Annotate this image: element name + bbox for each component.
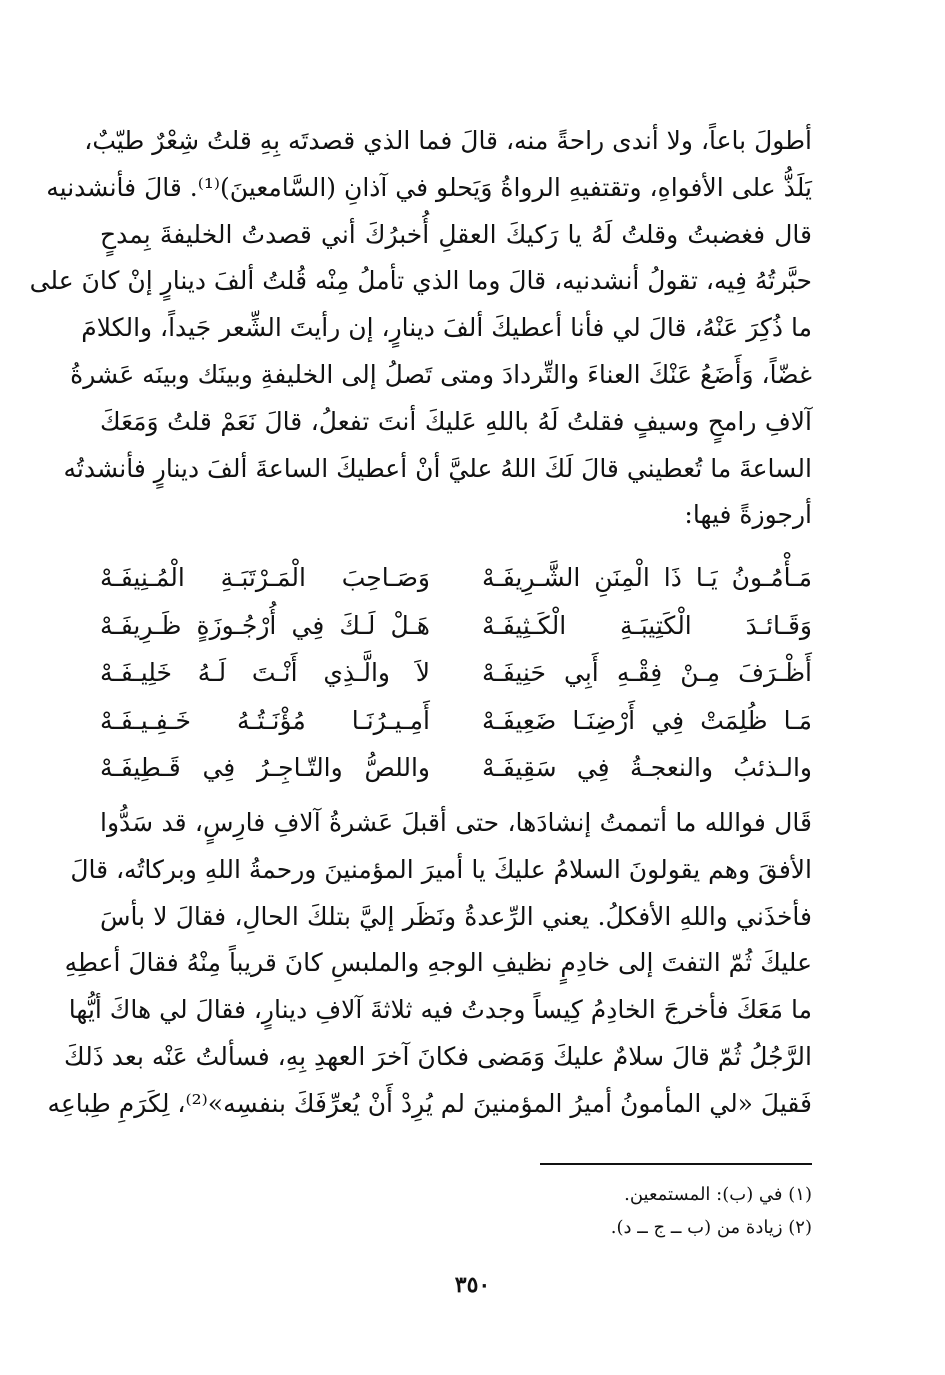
- text-line: فأخذَني واللهِ الأفكلُ. يعني الرِّعدةُ ونَظَر إليَّ بتلكَ الحالِ، فقالَ لا بأسَ: [100, 901, 812, 931]
- text-line: أرجوزةً فيها:: [684, 500, 812, 530]
- verse-first-hemistich: أَظْـرَفَ مِـنْ فِقْـهِ أَبِي حَنِيفَـهْ: [482, 658, 812, 687]
- text-line: أطولَ باعاً، ولا أندى راحةً منه، قالَ فما الذي قصدتَه بِهِ قلتُ شِعْرٌ طيّبٌ،: [84, 126, 812, 155]
- footnotes: [400, 1178, 812, 1244]
- text-line: عليكَ ثُمّ التفتَ إلى خادِمٍ نظيفِ الوجهِ والملبسِ كانَ قريباً مِنْهُ فقالَ أعطِهِ: [64, 948, 812, 978]
- text-line: قَال فوالله ما أتممتُ إنشادَها، حتى أقبلَ عَشرةُ آلافِ فارِسٍ، قد سَدُّوا: [100, 808, 812, 837]
- verse-second-hemistich: أَمِـيـرُنَـا مُؤْنَـتُـهُ خَـفِـيـفَـهْ: [100, 705, 430, 735]
- poem-block: [100, 554, 812, 792]
- footnote-separator: [540, 1163, 812, 1165]
- verse-first-hemistich: وَقَـائـدَ الْكَتِيبَـةِ الْكَـثِيفَـهْ: [482, 610, 812, 640]
- verse-line: [100, 697, 812, 745]
- text-line: قال فغضبتُ وقلتُ لَهُ يا رَكيكَ العقلِ أُخبرُكَ أني قصدتُ الخليفةَ بِمدحٍ: [100, 219, 812, 249]
- verse-line: [100, 744, 812, 792]
- footnote-1: (١) في (ب): المستمعين.: [624, 1184, 812, 1205]
- text-line: غضّاً، وَأَضَعُ عَنْكَ العناءَ والتِّردادَ ومتى تَصلُ إلى الخليفةِ وبينَك وبينَه عَشرةُ: [70, 359, 812, 389]
- footnote-2: (٢) زيادة من (ب ــ ج ــ د).: [610, 1217, 812, 1238]
- text-line: حبَّرتُهُ فِيه، تقولُ أنشدنيه، قالَ وما الذي تأملُ مِنْه قُلتُ ألفَ دينارٍ إنْ كانَ على: [29, 266, 812, 296]
- text-line: الرَّجُلُ ثُمّ قالَ سلامٌ عليكَ وَمَضى فكانَ آخرَ العهدِ بِهِ، فسألتُ عَنْه بعد ذَلكَ: [64, 1041, 812, 1071]
- verse-first-hemistich: مَـا ظُلِمَتْ فِي أَرْضِنَـا ضَعِيفَـهْ: [482, 705, 812, 735]
- verse-line: [100, 554, 812, 602]
- text-line: الأفقَ وهم يقولونَ السلامُ عليكَ يا أميرَ المؤمنينَ ورحمةُ اللهِ وبركاتُه، قالَ: [70, 854, 812, 884]
- verse-first-hemistich: مَـأْمُـونُ يَـا ذَا الْمِنَنِ الشَّـرِيفَـهْ: [482, 563, 812, 592]
- verse-second-hemistich: هَـلْ لَـكَ فِي أُرْجُـوزَةٍ ظَـرِيفَـهْ: [100, 610, 430, 640]
- verse-second-hemistich: لاَ والَّـذِي أَنْـتَ لَـهُ خَلِيـفَـهْ: [100, 658, 430, 687]
- verse-second-hemistich: وَصَـاحِبَ الْمَـرْتَبَـةِ الْمُـنِيفَـهْ: [100, 563, 430, 592]
- page-number: ٣٥٠: [454, 1272, 491, 1298]
- text-line: ما ذُكِرَ عَنْهُ، قالَ لي فأنا أعطيكَ ألفَ دينارٍ، إن رأيتَ الشِّعر جَيداً، والكلامَ: [81, 313, 812, 343]
- verse-first-hemistich: والـذئبُ والنعجـةُ فِي سَقِيفَـهْ: [482, 753, 812, 782]
- text-line: الساعةَ ما تُعطيني قالَ لَكَ اللهُ عليَّ أنْ أعطيكَ الساعةَ ألفَ دينارٍ فأنشدتُه: [63, 453, 812, 483]
- text-line: آلافِ رامحٍ وسيفٍ فقلتُ لَهُ باللهِ عَليكَ أنتَ تفعلُ، قالَ نَعَمْ قلتُ وَمَعَكَ: [100, 406, 812, 436]
- text-line: ما مَعَكَ فأخرجَ الخادِمُ كِيساً وجدتُ فيه ثلاثةَ آلافِ دينارٍ، فقالَ لي هاكَ أيُّها: [68, 995, 812, 1025]
- text-line: فَقيلَ «لي المأمونُ أميرُ المؤمنينَ لم يُرِدْ أَنْ يُعرِّفَكَ بنفسِه»⁽²⁾، لِكَرَمِ طِباعِه: [47, 1088, 812, 1118]
- text-line: يَلَذُّ على الأفواهِ، وتقتفيهِ الرواةُ وَيَحلو في آذانِ (السَّامعينَ)⁽¹⁾. قالَ فأنشدنيه: [46, 172, 812, 202]
- prose-block-bottom: [47, 800, 812, 1128]
- verse-second-hemistich: واللصُّ والتّـاجِـرُ فِي قَـطِيفَـهْ: [100, 753, 430, 782]
- prose-block-top: [29, 118, 812, 539]
- verse-line: [100, 602, 812, 650]
- verse-line: [100, 649, 812, 697]
